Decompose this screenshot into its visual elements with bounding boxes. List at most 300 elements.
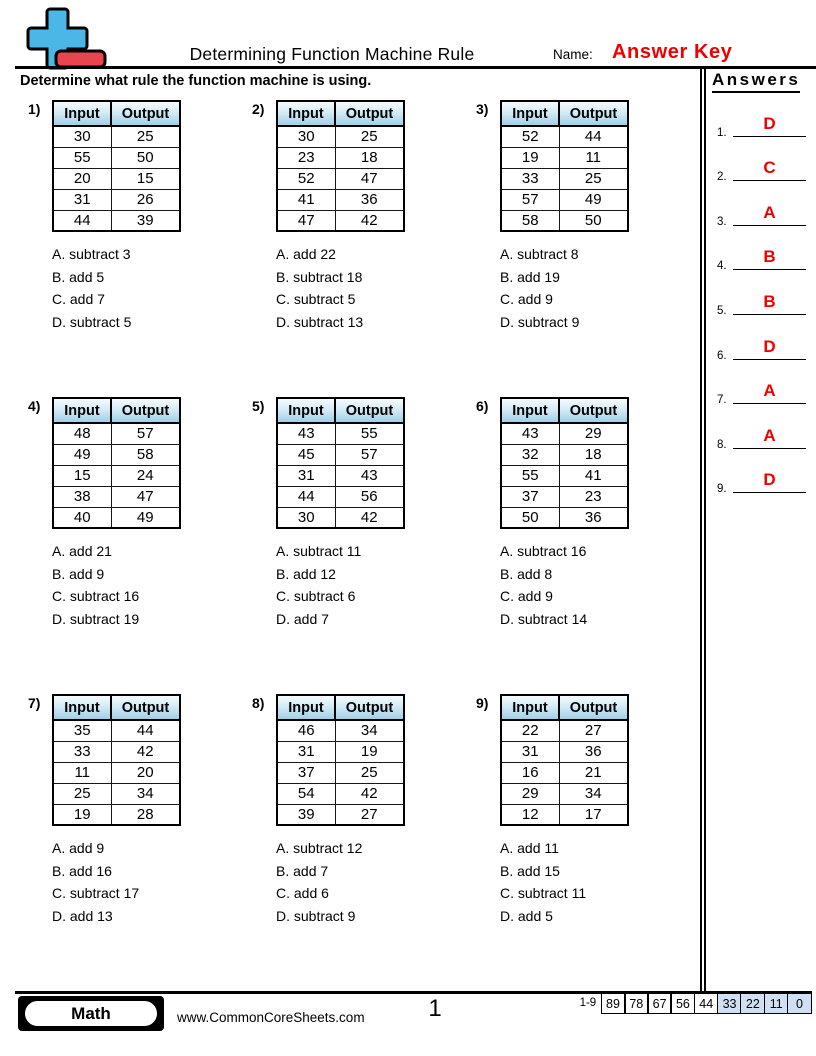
- table-cell: 18: [559, 444, 628, 465]
- choices: [52, 837, 181, 927]
- table-cell: 52: [501, 126, 559, 147]
- table-row: [277, 189, 404, 210]
- table-cell: 44: [277, 486, 335, 507]
- table-cell: 32: [501, 444, 559, 465]
- problem-body: [52, 393, 181, 630]
- input-header: Input: [501, 398, 559, 423]
- table-row: [501, 444, 628, 465]
- choices: [500, 837, 629, 927]
- choice-option: D. subtract 9: [276, 907, 356, 924]
- problem-number: 6): [476, 398, 489, 414]
- problem-block: [476, 96, 700, 393]
- table-cell: 31: [277, 741, 335, 762]
- answers-panel: [700, 68, 816, 994]
- table-cell: 18: [335, 147, 404, 168]
- input-output-table: [500, 100, 629, 232]
- problem-block: [252, 96, 476, 393]
- input-header: Input: [277, 101, 335, 126]
- website-url: www.CommonCoreSheets.com: [177, 1010, 365, 1025]
- choice-option: C. subtract 11: [500, 885, 587, 901]
- table-cell: 43: [501, 423, 559, 444]
- input-header: Input: [277, 695, 335, 720]
- table-cell: 17: [559, 804, 628, 825]
- table-cell: 25: [335, 126, 404, 147]
- score-cell: 44: [694, 993, 719, 1014]
- output-header: Output: [335, 695, 404, 720]
- table-cell: 27: [559, 720, 628, 741]
- choice-option: D. subtract 19: [52, 610, 140, 627]
- table-cell: 55: [501, 465, 559, 486]
- problem-block: [476, 690, 700, 987]
- table-row: [53, 444, 180, 465]
- table-cell: 31: [53, 189, 111, 210]
- table-cell: 47: [111, 486, 180, 507]
- table-row: [277, 423, 404, 444]
- table-cell: 11: [559, 147, 628, 168]
- table-row: [277, 147, 404, 168]
- output-header: Output: [111, 398, 180, 423]
- answer-blank-line: [733, 337, 806, 360]
- table-cell: 44: [559, 126, 628, 147]
- choice-option: C. subtract 17: [52, 885, 140, 901]
- choice-option: A. add 9: [52, 840, 105, 856]
- minus-icon: [56, 51, 105, 67]
- score-cell: 11: [764, 993, 789, 1014]
- choice-option: D. add 13: [52, 907, 113, 924]
- table-row: [53, 168, 180, 189]
- answer-item: [710, 101, 816, 146]
- table-cell: 40: [53, 507, 111, 528]
- table-cell: 34: [559, 783, 628, 804]
- table-cell: 47: [335, 168, 404, 189]
- table-cell: 48: [53, 423, 111, 444]
- output-header: Output: [335, 101, 404, 126]
- answer-item: [710, 279, 816, 324]
- table-row: [53, 486, 180, 507]
- table-row: [53, 147, 180, 168]
- table-body: [53, 126, 180, 231]
- choice-option: B. subtract 18: [276, 268, 363, 285]
- table-row: [501, 783, 628, 804]
- table-row: [53, 210, 180, 231]
- table-cell: 31: [501, 741, 559, 762]
- table-cell: 19: [335, 741, 404, 762]
- input-header: Input: [501, 101, 559, 126]
- table-cell: 57: [501, 189, 559, 210]
- answer-blank-line: [733, 470, 806, 493]
- choices: [500, 243, 629, 333]
- table-row: [53, 507, 180, 528]
- table-row: [53, 804, 180, 825]
- input-header: Input: [277, 398, 335, 423]
- problem-number: 3): [476, 101, 489, 117]
- score-range-label: 1-9: [579, 997, 597, 1009]
- table-row: [53, 783, 180, 804]
- table-row: [277, 210, 404, 231]
- table-cell: 49: [111, 507, 180, 528]
- table-cell: 23: [559, 486, 628, 507]
- score-cell: 56: [670, 993, 695, 1014]
- table-cell: 30: [53, 126, 111, 147]
- table-body: [501, 126, 628, 231]
- input-header: Input: [53, 398, 111, 423]
- answer-item: [710, 235, 816, 280]
- answer-item: [710, 324, 816, 369]
- answer-value: A: [763, 381, 776, 401]
- table-cell: 50: [111, 147, 180, 168]
- input-output-table: [52, 100, 181, 232]
- table-cell: 50: [559, 210, 628, 231]
- choice-option: D. subtract 9: [500, 313, 580, 330]
- problems-grid: [28, 96, 700, 987]
- table-row: [53, 741, 180, 762]
- table-cell: 15: [111, 168, 180, 189]
- answer-value: D: [763, 336, 776, 356]
- problem-block: [28, 96, 252, 393]
- answer-value: B: [763, 247, 776, 267]
- table-cell: 52: [277, 168, 335, 189]
- choice-option: A. subtract 16: [500, 543, 587, 559]
- answer-blank-line: [733, 114, 806, 137]
- choice-option: A. subtract 3: [52, 246, 131, 262]
- table-row: [277, 804, 404, 825]
- table-row: [501, 465, 628, 486]
- table-cell: 44: [111, 720, 180, 741]
- answer-number: 7.: [717, 394, 727, 407]
- answers-heading: Answers: [712, 70, 800, 93]
- table-row: [53, 465, 180, 486]
- table-cell: 49: [53, 444, 111, 465]
- table-cell: 54: [277, 783, 335, 804]
- table-body: [277, 423, 404, 528]
- choices: [52, 540, 181, 630]
- table-cell: 50: [501, 507, 559, 528]
- problem-body: [276, 690, 405, 927]
- problem-body: [500, 96, 629, 333]
- table-cell: 41: [559, 465, 628, 486]
- table-row: [501, 762, 628, 783]
- choice-option: D. subtract 5: [52, 313, 132, 330]
- table-row: [277, 783, 404, 804]
- instruction-text: Determine what rule the function machine is using.: [20, 73, 372, 89]
- choice-option: B. add 12: [276, 565, 336, 582]
- table-row: [501, 720, 628, 741]
- table-cell: 19: [53, 804, 111, 825]
- table-body: [53, 720, 180, 825]
- table-cell: 29: [559, 423, 628, 444]
- choice-option: B. add 15: [500, 862, 560, 879]
- score-cell: 78: [624, 993, 649, 1014]
- answer-number: 6.: [717, 349, 727, 362]
- table-cell: 31: [277, 465, 335, 486]
- table-cell: 47: [277, 210, 335, 231]
- choice-option: C. add 9: [500, 291, 553, 307]
- problem-body: [276, 96, 405, 333]
- table-row: [501, 804, 628, 825]
- choice-option: B. add 5: [52, 268, 105, 285]
- table-body: [277, 126, 404, 231]
- choice-option: B. add 8: [500, 565, 553, 582]
- table-cell: 42: [335, 507, 404, 528]
- answer-number: 2.: [717, 171, 727, 184]
- score-cell: 22: [740, 993, 765, 1014]
- table-cell: 30: [277, 126, 335, 147]
- table-cell: 34: [111, 783, 180, 804]
- answer-number: 8.: [717, 438, 727, 451]
- table-row: [277, 762, 404, 783]
- answer-blank-line: [733, 426, 806, 449]
- table-cell: 34: [335, 720, 404, 741]
- table-cell: 21: [559, 762, 628, 783]
- table-cell: 29: [501, 783, 559, 804]
- table-cell: 49: [559, 189, 628, 210]
- header-divider: [15, 66, 816, 69]
- input-header: Input: [53, 101, 111, 126]
- table-row: [501, 147, 628, 168]
- table-cell: 36: [559, 507, 628, 528]
- name-label: Name:: [553, 47, 593, 62]
- table-row: [501, 741, 628, 762]
- choices: [276, 540, 405, 630]
- table-cell: 42: [335, 210, 404, 231]
- table-cell: 41: [277, 189, 335, 210]
- problem-block: [476, 393, 700, 690]
- answer-number: 9.: [717, 483, 727, 496]
- table-cell: 16: [501, 762, 559, 783]
- score-strip: [580, 993, 812, 1014]
- table-row: [501, 423, 628, 444]
- table-row: [501, 210, 628, 231]
- table-cell: 55: [53, 147, 111, 168]
- answer-number: 3.: [717, 215, 727, 228]
- table-body: [501, 423, 628, 528]
- choice-option: C. subtract 16: [52, 588, 140, 604]
- problem-number: 9): [476, 695, 489, 711]
- input-output-table: [52, 694, 181, 826]
- problem-body: [276, 393, 405, 630]
- answer-item: [710, 190, 816, 235]
- page-number: 1: [428, 995, 442, 1022]
- input-header: Input: [53, 695, 111, 720]
- input-header: Input: [501, 695, 559, 720]
- answer-key-label: Answer Key: [612, 41, 733, 63]
- table-cell: 57: [335, 444, 404, 465]
- table-cell: 42: [111, 741, 180, 762]
- answer-value: C: [763, 158, 776, 178]
- answer-blank-line: [733, 247, 806, 270]
- table-row: [501, 126, 628, 147]
- output-header: Output: [111, 101, 180, 126]
- problem-body: [52, 96, 181, 333]
- problem-block: [252, 690, 476, 987]
- table-cell: 43: [277, 423, 335, 444]
- answer-value: D: [763, 113, 776, 133]
- problem-number: 4): [28, 398, 41, 414]
- table-cell: 58: [111, 444, 180, 465]
- table-cell: 35: [53, 720, 111, 741]
- table-row: [277, 741, 404, 762]
- table-row: [501, 507, 628, 528]
- math-brand-label: Math: [23, 999, 159, 1028]
- answer-number: 1.: [717, 126, 727, 139]
- page-title: Determining Function Machine Rule: [189, 44, 475, 64]
- answer-value: D: [763, 470, 776, 490]
- table-cell: 39: [111, 210, 180, 231]
- table-row: [277, 486, 404, 507]
- table-row: [277, 465, 404, 486]
- table-row: [53, 126, 180, 147]
- table-cell: 19: [501, 147, 559, 168]
- problem-block: [252, 393, 476, 690]
- choices: [276, 243, 405, 333]
- problem-number: 1): [28, 101, 41, 117]
- answer-value: A: [763, 425, 776, 445]
- table-row: [277, 126, 404, 147]
- choice-option: D. add 7: [276, 610, 329, 627]
- answer-item: [710, 413, 816, 458]
- input-output-table: [276, 100, 405, 232]
- table-row: [277, 168, 404, 189]
- table-cell: 56: [335, 486, 404, 507]
- table-row: [53, 423, 180, 444]
- table-cell: 44: [53, 210, 111, 231]
- table-cell: 30: [277, 507, 335, 528]
- choice-option: B. add 9: [52, 565, 105, 582]
- choice-option: C. add 9: [500, 588, 553, 604]
- choice-option: D. subtract 13: [276, 313, 364, 330]
- table-row: [277, 720, 404, 741]
- choice-option: A. add 22: [276, 246, 336, 262]
- problem-block: [28, 393, 252, 690]
- table-cell: 28: [111, 804, 180, 825]
- table-cell: 20: [111, 762, 180, 783]
- input-output-table: [276, 694, 405, 826]
- choices: [500, 540, 629, 630]
- table-cell: 36: [559, 741, 628, 762]
- choice-option: A. add 21: [52, 543, 112, 559]
- input-output-table: [276, 397, 405, 529]
- output-header: Output: [559, 101, 628, 126]
- choice-option: A. subtract 12: [276, 840, 363, 856]
- score-cell: 0: [787, 993, 812, 1014]
- table-cell: 11: [53, 762, 111, 783]
- choice-option: C. add 6: [276, 885, 329, 901]
- table-row: [53, 720, 180, 741]
- problem-number: 8): [252, 695, 265, 711]
- table-row: [277, 507, 404, 528]
- problem-number: 7): [28, 695, 41, 711]
- table-cell: 33: [53, 741, 111, 762]
- math-brand-logo: [18, 996, 164, 1031]
- problem-body: [52, 690, 181, 927]
- score-cell: 89: [601, 993, 626, 1014]
- answer-value: A: [763, 202, 776, 222]
- table-cell: 45: [277, 444, 335, 465]
- input-output-table: [500, 397, 629, 529]
- table-row: [501, 486, 628, 507]
- table-cell: 25: [559, 168, 628, 189]
- problem-number: 5): [252, 398, 265, 414]
- table-cell: 38: [53, 486, 111, 507]
- answer-blank-line: [733, 292, 806, 315]
- problem-body: [500, 690, 629, 927]
- table-body: [501, 720, 628, 825]
- table-cell: 55: [335, 423, 404, 444]
- answer-number: 5.: [717, 304, 727, 317]
- table-cell: 23: [277, 147, 335, 168]
- table-cell: 24: [111, 465, 180, 486]
- choice-option: A. subtract 11: [276, 543, 362, 559]
- table-cell: 37: [277, 762, 335, 783]
- choice-option: C. add 7: [52, 291, 105, 307]
- table-row: [277, 444, 404, 465]
- table-cell: 22: [501, 720, 559, 741]
- table-cell: 20: [53, 168, 111, 189]
- problem-body: [500, 393, 629, 630]
- score-cells: [602, 993, 812, 1014]
- table-cell: 43: [335, 465, 404, 486]
- answer-item: [710, 458, 816, 503]
- table-row: [53, 189, 180, 210]
- choice-option: D. subtract 14: [500, 610, 588, 627]
- score-cell: 33: [717, 993, 742, 1014]
- table-row: [501, 168, 628, 189]
- choices: [276, 837, 405, 927]
- output-header: Output: [335, 398, 404, 423]
- answers-list: [710, 101, 816, 502]
- choices: [52, 243, 181, 333]
- answer-blank-line: [733, 158, 806, 181]
- table-cell: 15: [53, 465, 111, 486]
- output-header: Output: [559, 398, 628, 423]
- table-cell: 25: [335, 762, 404, 783]
- table-body: [277, 720, 404, 825]
- table-cell: 26: [111, 189, 180, 210]
- choice-option: A. subtract 8: [500, 246, 579, 262]
- table-cell: 33: [501, 168, 559, 189]
- problem-block: [28, 690, 252, 987]
- output-header: Output: [111, 695, 180, 720]
- choice-option: C. subtract 5: [276, 291, 356, 307]
- table-cell: 36: [335, 189, 404, 210]
- table-cell: 27: [335, 804, 404, 825]
- table-row: [53, 762, 180, 783]
- table-body: [53, 423, 180, 528]
- choice-option: C. subtract 6: [276, 588, 356, 604]
- input-output-table: [500, 694, 629, 826]
- input-output-table: [52, 397, 181, 529]
- answer-number: 4.: [717, 260, 727, 273]
- table-cell: 42: [335, 783, 404, 804]
- table-cell: 37: [501, 486, 559, 507]
- table-cell: 12: [501, 804, 559, 825]
- answer-blank-line: [733, 381, 806, 404]
- choice-option: D. add 5: [500, 907, 553, 924]
- table-cell: 25: [53, 783, 111, 804]
- choice-option: A. add 11: [500, 840, 559, 856]
- choice-option: B. add 7: [276, 862, 329, 879]
- table-cell: 46: [277, 720, 335, 741]
- table-cell: 39: [277, 804, 335, 825]
- choice-option: B. add 16: [52, 862, 112, 879]
- answer-blank-line: [733, 203, 806, 226]
- table-cell: 58: [501, 210, 559, 231]
- output-header: Output: [559, 695, 628, 720]
- answer-item: [710, 146, 816, 191]
- answer-item: [710, 369, 816, 414]
- plus-minus-logo-icon: [16, 6, 110, 70]
- table-cell: 25: [111, 126, 180, 147]
